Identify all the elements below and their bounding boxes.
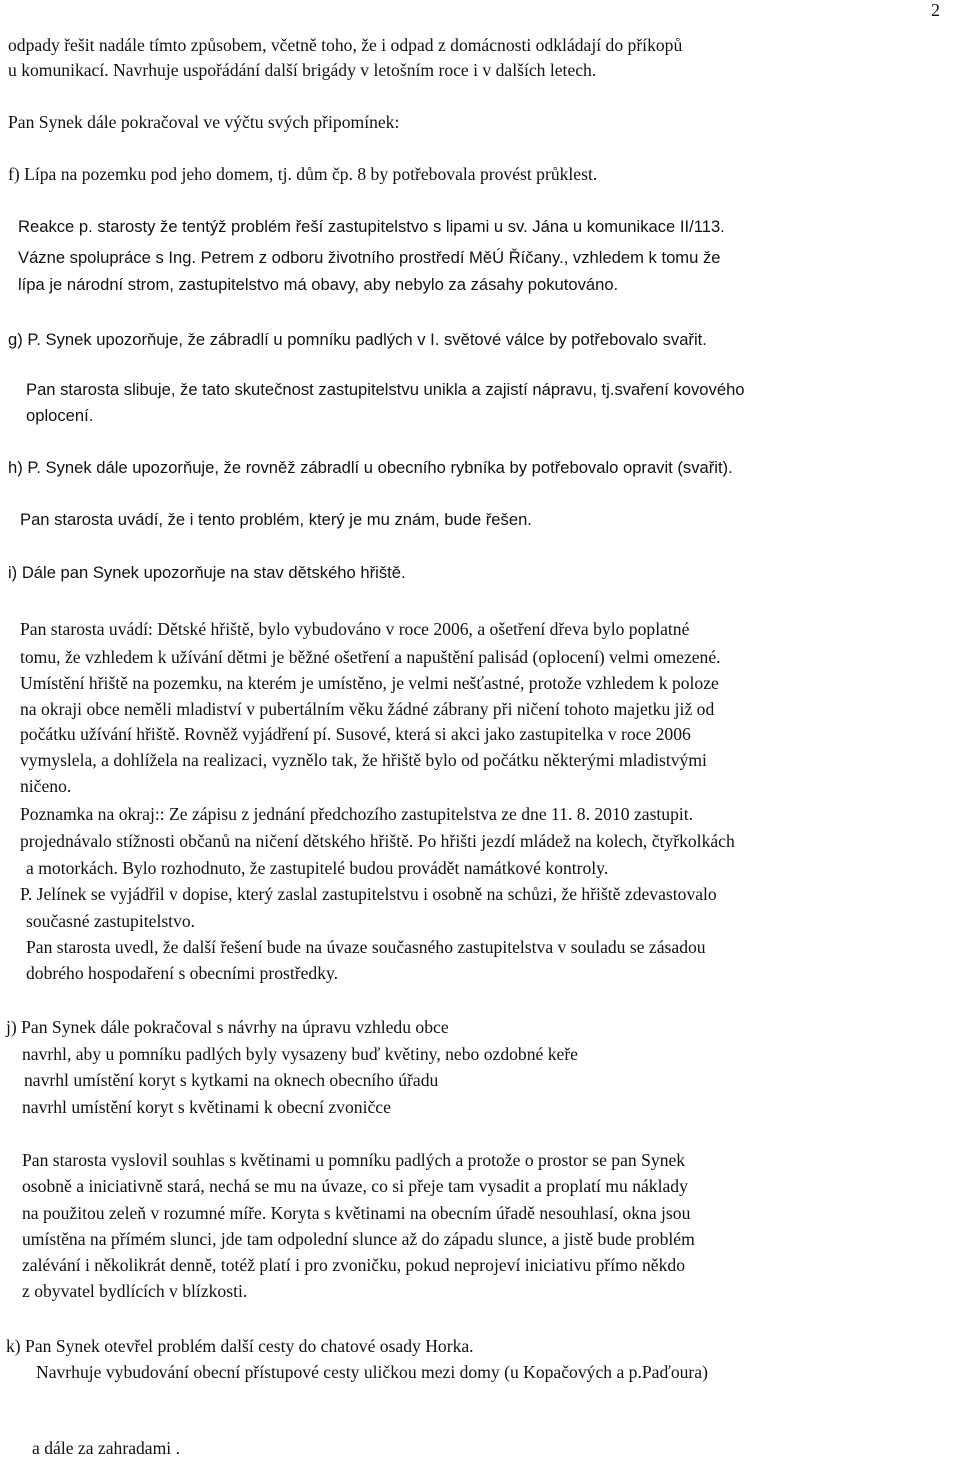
text-line: Navrhuje vybudování obecní přístupové cesty uličkou mezi domy (u Kopačových a p.Paďoura) <box>36 1362 708 1382</box>
text-line: a motorkách. Bylo rozhodnuto, že zastupitelé budou provádět namátkové kontroly. <box>26 858 609 878</box>
text-line: lípa je národní strom, zastupitelstvo má obavy, aby nebylo za zásahy pokutováno. <box>18 275 619 294</box>
text-line: projednávalo stížnosti občanů na ničení dětského hřiště. Po hřišti jezdí mládež na kolech, čtyřkolkách <box>20 831 735 851</box>
text-line: h) P. Synek dále upozorňuje, že rovněž zábradlí u obecního rybníka by potřebovalo opravit (svařit). <box>8 458 733 477</box>
page-number: 2 <box>931 0 940 20</box>
text-line: navrhl umístění koryt s květinami k obecní zvoničce <box>22 1097 391 1117</box>
text-line: g) P. Synek upozorňuje, že zábradlí u pomníku padlých v I. světové válce by potřebovalo svařit. <box>8 330 707 349</box>
text-line: k) Pan Synek otevřel problém další cesty do chatové osady Horka. <box>6 1336 474 1356</box>
text-line: vymyslela, a dohlížela na realizaci, vyznělo tak, že hřiště bylo od počátku některými mladistvými <box>20 750 707 770</box>
text-line: u komunikací. Navrhuje uspořádání další brigády v letošním roce i v dalších letech. <box>8 60 597 80</box>
text-line: současné zastupitelstvo. <box>26 911 196 931</box>
text-line: počátku užívání hřiště. Rovněž vyjádření pí. Susové, která si akci jako zastupitelka v roce 2006 <box>20 724 691 744</box>
text-line: Reakce p. starosty že tentýž problém řeší zastupitelstvo s lipami u sv. Jána u komunikace II/113. <box>18 217 725 236</box>
text-line: Pan starosta vyslovil souhlas s květinami u pomníku padlých a protože o prostor se pan Synek <box>22 1150 686 1170</box>
text-line: Pan starosta uvedl, že další řešení bude na úvaze současného zastupitelstva v souladu se zásadou <box>26 937 706 957</box>
text-line: odpady řešit nadále tímto způsobem, včetně toho, že i odpad z domácnosti odkládají do příkopů <box>8 35 683 55</box>
text-line: f) Lípa na pozemku pod jeho domem, tj. dům čp. 8 by potřebovala provést průklest. <box>8 164 598 184</box>
text-line: i) Dále pan Synek upozorňuje na stav dětského hřiště. <box>8 563 406 582</box>
text-line: Poznamka na okraj:: Ze zápisu z jednání předchozího zastupitelstva ze dne 11. 8. 2010 zastupit. <box>20 804 694 824</box>
text-line: j) Pan Synek dále pokračoval s návrhy na úpravu vzhledu obce <box>6 1017 449 1037</box>
text-line: tomu, že vzhledem k užívání dětmi je běžné ošetření a napuštění palisád (oplocení) velmi omezené. <box>20 647 721 667</box>
text-line: Pan Synek dále pokračoval ve výčtu svých připomínek: <box>8 112 400 132</box>
text-line: Pan starosta slibuje, že tato skutečnost zastupitelstvu unikla a zajistí nápravu, tj.svaření kovového <box>26 380 745 399</box>
text-line: na použitou zeleň v rozumné míře. Koryta s květinami na obecním úřadě nesouhlasí, okna jsou <box>22 1203 691 1223</box>
text-line: zalévání i několikrát denně, totéž platí i pro zvoničku, pokud neprojeví iniciativu přímo někdo <box>22 1255 685 1275</box>
text-line: navrhl, aby u pomníku padlých byly vysazeny buď květiny, nebo ozdobné keře <box>22 1044 578 1064</box>
text-line: ničeno. <box>20 776 72 796</box>
text-line: Vázne spolupráce s Ing. Petrem z odboru životního prostředí MěÚ Říčany., vzhledem k tomu že <box>18 248 721 267</box>
text-line: z obyvatel bydlících v blízkosti. <box>22 1281 248 1301</box>
text-line: P. Jelínek se vyjádřil v dopise, který zaslal zastupitelstvu i osobně na schůzi, že hřiště zdevastovalo <box>20 884 717 904</box>
text-line: Umístění hřiště na pozemku, na kterém je umístěno, je velmi nešťastné, protože vzhledem k poloze <box>20 673 719 693</box>
text-line: osobně a iniciativně stará, nechá se mu na úvaze, co si přeje tam vysadit a proplatí mu náklady <box>22 1176 688 1196</box>
text-line: oplocení. <box>26 406 94 425</box>
text-line: Pan starosta uvádí: Dětské hřiště, bylo vybudováno v roce 2006, a ošetření dřeva bylo poplatné <box>20 619 690 639</box>
text-line: navrhl umístění koryt s kytkami na oknech obecního úřadu <box>24 1070 439 1090</box>
text-line: dobrého hospodaření s obecními prostředky. <box>26 963 339 983</box>
text-line: Pan starosta uvádí, že i tento problém, který je mu znám, bude řešen. <box>20 510 532 529</box>
text-line: umístěna na přímém slunci, jde tam odpolední slunce až do západu slunce, a jistě bude problém <box>22 1229 695 1249</box>
text-line: na okraji obce neměli mladiství v pubertálním věku žádné zábrany při ničení tohoto majetku již od <box>20 699 715 719</box>
text-line: a dále za zahradami . <box>32 1438 180 1458</box>
